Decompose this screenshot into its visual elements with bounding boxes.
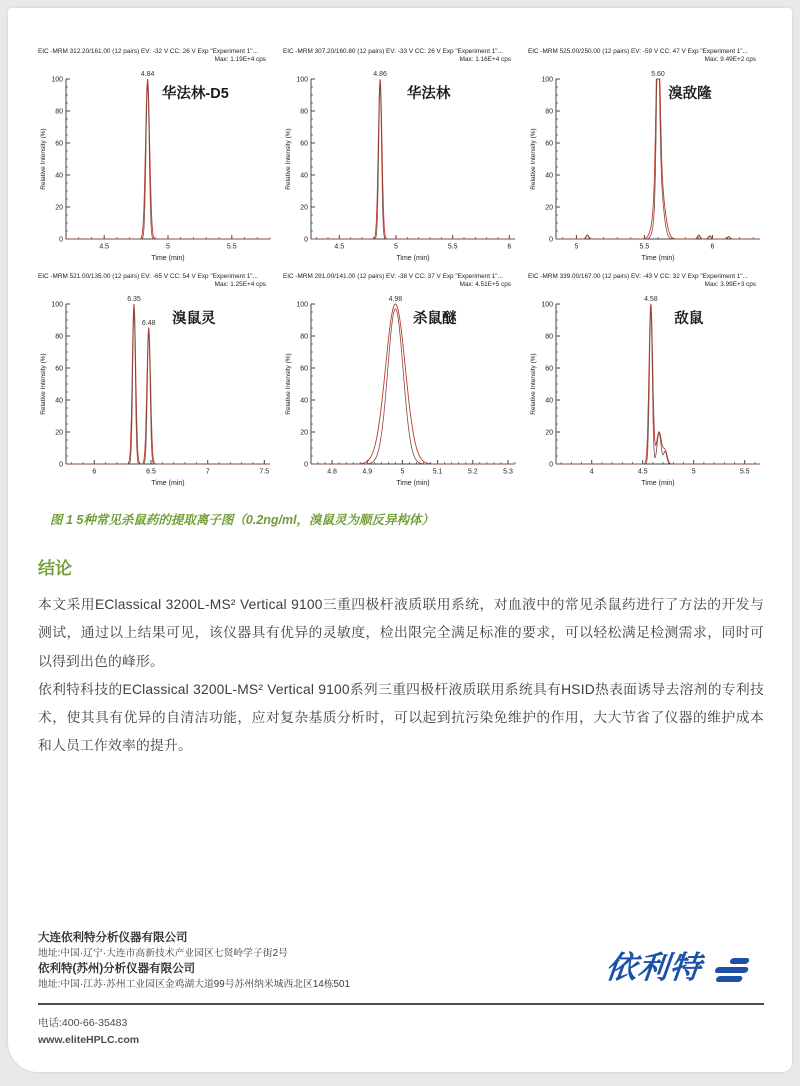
chart-title: EIC -MRM 339.00/167.00 (12 pairs) EV: -43 V CC: 32 V Exp "Experiment 1"... (528, 273, 748, 280)
svg-text:100: 100 (541, 76, 553, 84)
svg-text:0: 0 (59, 236, 63, 244)
company-info-block (38, 930, 350, 993)
page-footer (38, 930, 764, 1048)
svg-text:4.9: 4.9 (362, 468, 373, 476)
svg-text:40: 40 (545, 397, 553, 405)
chart-title: EIC -MRM 307.20/160.80 (12 pairs) EV: -33 V CC: 26 V Exp "Experiment 1"... (283, 48, 503, 55)
svg-text:Time (min): Time (min) (641, 255, 675, 262)
svg-text:80: 80 (55, 108, 63, 116)
svg-text:20: 20 (55, 429, 63, 437)
svg-text:5.3: 5.3 (503, 468, 513, 476)
svg-text:Time (min): Time (min) (396, 255, 430, 262)
chart-max-label: Max: 1.25E+4 cps (214, 281, 266, 288)
svg-text:5.5: 5.5 (447, 243, 458, 251)
figure-caption: 图 1 5种常见杀鼠药的提取离子图（0.2ng/ml，溴鼠灵为顺反异构体） (50, 513, 435, 527)
svg-text:20: 20 (300, 429, 308, 437)
svg-text:溴鼠灵: 溴鼠灵 (172, 311, 216, 327)
svg-text:100: 100 (541, 301, 553, 309)
svg-text:20: 20 (545, 204, 553, 212)
chart-header (283, 273, 523, 289)
svg-text:4.58: 4.58 (644, 296, 658, 303)
chart-max-label: Max: 9.49E+2 cps (704, 56, 756, 63)
svg-text:5.5: 5.5 (226, 243, 237, 251)
svg-text:40: 40 (545, 172, 553, 180)
conclusion-paragraph-1: 本文采用EClassical 3200L-MS² Vertical 9100三重四极杆液质联用系统，对血液中的常见杀鼠药进行了方法的开发与测试，通过以上结果可见，该仪器具有优异的灵敏度，检出限完全满足标准的要求，可以轻松满足检测需求，同时可以得到出色的峰形。 (38, 597, 764, 669)
svg-text:Relative Intensity (%): Relative Intensity (%) (40, 353, 47, 415)
svg-text:100: 100 (296, 76, 308, 84)
company-name-suzhou: 依利特(苏州)分析仪器有限公司 (38, 963, 196, 976)
svg-text:80: 80 (55, 333, 63, 341)
svg-text:100: 100 (296, 301, 308, 309)
svg-text:20: 20 (300, 204, 308, 212)
svg-text:40: 40 (300, 172, 308, 180)
svg-text:华法林-D5: 华法林-D5 (161, 86, 229, 102)
svg-text:Relative Intensity (%): Relative Intensity (%) (40, 128, 47, 190)
chromatogram-plot (38, 65, 278, 265)
chart-title: EIC -MRM 525.00/250.00 (12 pairs) EV: -59 V CC: 47 V Exp "Experiment 1"... (528, 48, 748, 55)
chart-title: EIC -MRM 521.00/135.00 (12 pairs) EV: -65 V CC: 54 V Exp "Experiment 1"... (38, 273, 258, 280)
svg-text:Time (min): Time (min) (151, 255, 185, 262)
chart-max-label: Max: 1.19E+4 cps (214, 56, 266, 63)
svg-text:20: 20 (545, 429, 553, 437)
svg-text:Relative Intensity (%): Relative Intensity (%) (285, 353, 292, 415)
svg-text:60: 60 (55, 365, 63, 373)
chromatogram-brodifacoum (38, 273, 278, 490)
svg-text:4: 4 (589, 468, 594, 476)
chart-title: EIC -MRM 312.20/161.00 (12 pairs) EV: -32 V CC: 26 V Exp "Experiment 1"... (38, 48, 258, 55)
svg-text:4.5: 4.5 (637, 468, 648, 476)
conclusion-paragraph-2: 依利特科技的EClassical 3200L-MS² Vertical 9100系列三重四极杆液质联用系统具有HSID热表面诱导去溶剂的专利技术，使其具有优异的自清洁功能，应对复杂基质分析时，可以起到抗污染免维护的作用，大大节省了仪器的维护成本和人员工作效率的提升。 (38, 681, 764, 754)
svg-text:Time (min): Time (min) (396, 480, 430, 487)
chromatogram-plot (528, 65, 768, 265)
svg-text:Relative Intensity (%): Relative Intensity (%) (285, 128, 292, 190)
svg-text:0: 0 (59, 461, 63, 469)
chromatogram-warfarin (283, 48, 523, 265)
svg-text:80: 80 (545, 108, 553, 116)
svg-text:Relative Intensity (%): Relative Intensity (%) (530, 353, 537, 415)
svg-text:5.5: 5.5 (639, 243, 650, 251)
company-address-dalian: 地址:中国·辽宁·大连市高新技术产业园区七贤岭学子街2号 (38, 947, 288, 959)
chart-max-label: Max: 4.51E+5 cps (459, 281, 511, 288)
svg-text:4.86: 4.86 (373, 71, 387, 78)
svg-text:5.5: 5.5 (739, 468, 750, 476)
svg-text:6: 6 (710, 243, 715, 251)
conclusion-heading: 结论 (38, 559, 72, 578)
svg-text:4.98: 4.98 (388, 296, 403, 303)
chromatogram-warfarin-d5 (38, 48, 278, 265)
svg-text:40: 40 (55, 172, 63, 180)
document-page (8, 8, 792, 1072)
company-name-dalian: 大连依利特分析仪器有限公司 (38, 932, 188, 944)
chromatogram-plot (283, 65, 523, 265)
svg-text:6: 6 (92, 468, 97, 476)
svg-text:7: 7 (205, 468, 210, 476)
page-content (8, 8, 792, 761)
svg-text:60: 60 (300, 140, 308, 148)
chart-title: EIC -MRM 291.00/141.00 (12 pairs) EV: -38 V CC: 37 V Exp "Experiment 1"... (283, 273, 503, 280)
svg-text:5: 5 (394, 243, 398, 251)
svg-text:40: 40 (55, 397, 63, 405)
svg-text:5: 5 (166, 243, 170, 251)
svg-text:80: 80 (300, 108, 308, 116)
svg-text:4.84: 4.84 (140, 71, 155, 78)
svg-text:5: 5 (400, 468, 405, 476)
chromatogram-bromadiolone (528, 48, 768, 265)
company-address-suzhou: 地址:中国·江苏·苏州工业园区金鸡湖大道99号苏州纳米城西北区14栋501 (38, 979, 350, 991)
figure-1-chart-grid (38, 48, 764, 490)
svg-text:Time (min): Time (min) (151, 480, 185, 487)
svg-text:6.48: 6.48 (141, 320, 156, 327)
svg-text:5: 5 (691, 468, 696, 476)
svg-text:6: 6 (507, 243, 512, 251)
svg-text:4.5: 4.5 (334, 243, 345, 251)
chromatogram-plot (283, 290, 523, 490)
svg-text:80: 80 (300, 333, 308, 341)
svg-text:60: 60 (300, 365, 308, 373)
svg-text:6.35: 6.35 (127, 296, 141, 303)
conclusion-body (38, 591, 764, 761)
chromatogram-plot (38, 290, 278, 490)
contact-block (38, 1015, 764, 1049)
svg-text:4.8: 4.8 (327, 468, 337, 476)
svg-text:7.5: 7.5 (259, 468, 270, 476)
phone-number: 电话:400-66-35483 (38, 1016, 128, 1029)
chart-header (283, 48, 523, 64)
svg-text:40: 40 (300, 397, 308, 405)
svg-text:4.5: 4.5 (99, 243, 110, 251)
svg-text:6.5: 6.5 (146, 468, 156, 476)
svg-text:杀鼠醚: 杀鼠醚 (413, 311, 457, 327)
svg-text:100: 100 (51, 76, 63, 84)
chart-header (38, 273, 278, 289)
svg-text:Relative Intensity (%): Relative Intensity (%) (530, 128, 537, 190)
svg-text:60: 60 (55, 140, 63, 148)
chart-max-label: Max: 1.16E+4 cps (459, 56, 511, 63)
chart-header (528, 273, 768, 289)
svg-text:80: 80 (545, 333, 553, 341)
svg-text:敌鼠: 敌鼠 (674, 311, 704, 327)
svg-text:5.60: 5.60 (651, 71, 665, 78)
svg-text:5.2: 5.2 (467, 468, 478, 476)
elite-logo-stripes-icon (706, 955, 754, 987)
website-url: www.eliteHPLC.com (38, 1033, 140, 1046)
chromatogram-plot (528, 290, 768, 490)
svg-text:0: 0 (304, 461, 308, 469)
chromatogram-coumatetralyl (283, 273, 523, 490)
chromatogram-diphacinone (528, 273, 768, 490)
svg-text:0: 0 (549, 236, 553, 244)
svg-text:0: 0 (549, 461, 553, 469)
footer-top-row (38, 930, 764, 993)
svg-text:Time (min): Time (min) (641, 480, 675, 487)
svg-text:60: 60 (545, 365, 553, 373)
footer-divider (38, 1003, 764, 1005)
chart-max-label: Max: 3.99E+3 cps (704, 281, 756, 288)
svg-text:5: 5 (574, 243, 579, 251)
svg-text:华法林: 华法林 (406, 86, 451, 102)
chart-header (528, 48, 768, 64)
chart-header (38, 48, 278, 64)
svg-text:5.1: 5.1 (432, 468, 443, 476)
svg-text:0: 0 (304, 236, 308, 244)
elite-logo (603, 942, 764, 987)
svg-text:100: 100 (51, 301, 63, 309)
svg-text:60: 60 (545, 140, 553, 148)
elite-logo-text: 依利特 (603, 949, 704, 985)
svg-text:溴敌隆: 溴敌隆 (668, 86, 712, 102)
svg-text:20: 20 (55, 204, 63, 212)
